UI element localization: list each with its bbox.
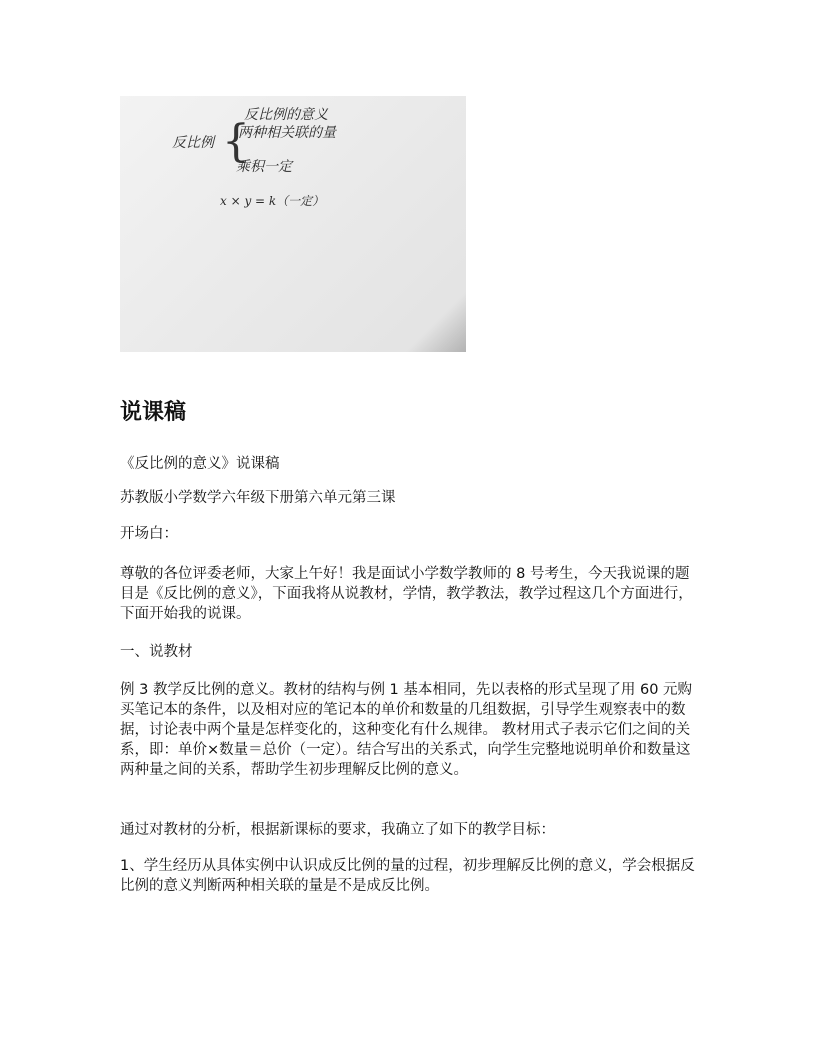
paragraph-opening-label: 开场白：: [120, 526, 178, 542]
section-heading-textbook: 一、说教材: [120, 644, 193, 660]
handwritten-label: 反比例: [172, 135, 214, 151]
handwritten-line-1: 两种相关联的量: [238, 125, 336, 141]
handwritten-brace: {: [222, 116, 250, 167]
paragraph-title: 《反比例的意义》说课稿: [120, 456, 280, 472]
page-heading: 说课稿: [120, 400, 187, 425]
paragraph-textbook: 例 3 教学反比例的意义。教材的结构与例 1 基本相同，先以表格的形式呈现了用 60 元购买笔记本的条件，以及相对应的笔记本的单价和数量的几组数据，引导学生观察表中的数据，讨论表中两个量是怎样变化的，这种变化有什么规律。 教材用式子表示它们之间的关系，即：单价×数量＝总价（一定）。结合写出的关系式，向学生完整地说明单价和数量这两种量之间的关系，帮助学生初步理解反比例的意义。: [120, 682, 693, 778]
paragraph-opening: 尊敬的各位评委老师，大家上午好！我是面试小学数学教师的 8 号考生，今天我说课的题目是《反比例的意义》，下面我将从说教材，学情，教学教法，教学过程这几个方面进行，下面开始我的说课。: [120, 566, 693, 622]
handwritten-line-2: 乘积一定: [236, 159, 292, 175]
paragraph-goals-intro: 通过对教材的分析，根据新课标的要求，我确立了如下的教学目标：: [120, 822, 555, 838]
photo-shadow: [406, 292, 466, 352]
paragraph-course-info: 苏教版小学数学六年级下册第六单元第三课: [120, 490, 396, 506]
handwritten-title: 反比例的意义: [244, 107, 328, 123]
handwritten-notes-photo: [120, 96, 466, 352]
paragraph-goal-1: 1、学生经历从具体实例中认识成反比例的量的过程，初步理解反比例的意义，学会根据反比例的意义判断两种相关联的量是不是成反比例。: [120, 858, 695, 894]
handwritten-formula: x × y = k（一定）: [220, 194, 325, 208]
